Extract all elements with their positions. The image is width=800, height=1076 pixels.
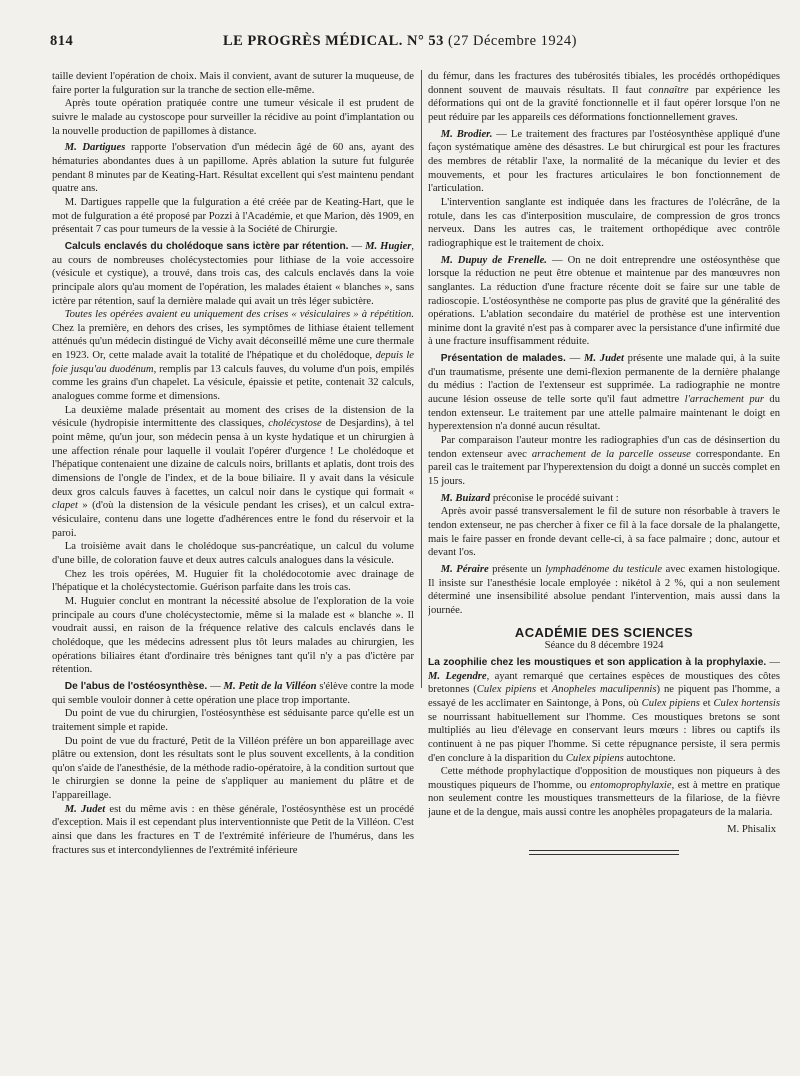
paragraph: Chez les trois opérées, M. Huguier fit la cholédocotomie avec drainage de l'hépatique et la cholécystectomie. Guérison parfaite dans les trois cas. xyxy=(52,568,414,594)
paragraph: De l'abus de l'ostéosynthèse. — M. Petit de la Villéon s'élève contre la mode qui semble vouloir donner à cette opération une place trop importante. xyxy=(52,680,414,706)
author-signature: M. Phisalix xyxy=(727,823,776,835)
journal-name: LE PROGRÈS MÉDICAL. xyxy=(222,33,403,49)
right-column xyxy=(428,70,780,1070)
column-divider xyxy=(421,70,422,688)
speaker-name: M. Péraire xyxy=(440,563,489,575)
left-column xyxy=(52,70,414,1070)
paragraph: La zoophilie chez les moustiques et son application à la prophylaxie. — M. Legendre, ayant remarqué que certaines espèces de moustiques des côtes bretonnes (Culex pipiens et Anopheles maculipennis) ne piquent pas l'homme, a essayé de les acclimater en Saintonge, à Pons, où Culex pipiens et Culex hortensis se nourrissant habituellement sur l'homme. Ces moustiques bretons se sont multipliés au lieu d'élevage en conservant leurs mœurs : libres ou captifs ils continuent à ne pas piquer l'homme. Si cette répugnance persiste, il sera permis d'en conclure à la disparition du Culex pipiens autochtone. xyxy=(428,656,780,764)
paragraph: Du point de vue du chirurgien, l'ostéosynthèse est séduisante parce qu'elle est un traitement simple et rapide. xyxy=(52,708,414,733)
paragraph: Toutes les opérées avaient eu uniquement des crises « vésiculaires » à répétition. Chez la première, en dehors des crises, les symptômes de lithiase étaient tellement atténués qu'un médecin distingué de Vichy avait déconseillé même une cure thermale en 1923. Or, cette malade avait la totalité de l'hépatique et du cholédoque, depuis le foie jusqu'au duodénum, remplis par 13 calculs fauves, du volume d'un pois, empilés comme les grains d'un chapelet. La vésicule, épaissie et petite, contenait 32 calculs, analogues comme forme et dimensions. xyxy=(52,309,414,403)
running-header xyxy=(50,33,750,55)
paragraph: Présentation de malades. — M. Judet présente une malade qui, à la suite d'un traumatisme, présente une demi-flexion permanente de la dernière phalange du médius : l'action de l'extenseur est supprimée. La radiographie ne montre aucune lésion osseuse de telle sorte qu'il faut admettre l'arrachement pur du tendon extenseur. Le traitement par une attelle palmaire maintenant le doigt en hyperextension n'a donné aucun résultat. xyxy=(428,353,780,433)
paragraph: du fémur, dans les fractures des tubérosités tibiales, les procédés orthopédiques donnent souvent de mauvais résultats. Il faut connaître par expérience les déformations qui ont de la gravité fonctionnelle et il faut opérer lorsque l'on ne peut réduire par les appareils ces déformations fonctionnellement graves. xyxy=(428,71,780,123)
paragraph: Calculs enclavés du cholédoque sans ictère par rétention. — M. Hugier, au cours de nombreuses cholécystectomies pour lithiase de la voie accessoire (vésicule et cystique), a trouvé, dans trois cas, des calculs enclavés dans la voie principale alors qu'au moment de l'opération, les malades étaient « blanches », sans ictère par rétention, sauf la dernière malade qui avait un très léger subictère. xyxy=(52,240,414,307)
speaker-name: M. Judet xyxy=(64,803,106,815)
paragraph: Après toute opération pratiquée contre une tumeur vésicale il est prudent de suivre le malade au cystoscope pour surveiller la récidive au point d'implantation ou la nouvelle production de papillomes à distance. xyxy=(52,98,414,137)
paragraph: M. Brodier. — Le traitement des fractures par l'ostéosynthèse appliqué d'une façon systématique amène des désastres. Le but chirurgical est pour les fractures des membres de rétablir l'axe, la normalité de la mécanique du levier et des mouvements, et pour les fractures articulaires le bon fonctionnement de l'articulation. xyxy=(428,128,780,195)
section-heading: De l'abus de l'ostéosynthèse. xyxy=(64,680,208,692)
paragraph: taille devient l'opération de choix. Mais il convient, avant de suturer la muqueuse, de faire porter la fulguration sur la tranche de section elle-même. xyxy=(52,71,414,96)
paragraph: L'intervention sanglante est indiquée dans les fractures de l'olécrâne, de la rotule, dans les cas d'interposition musculaire, de compression de gros troncs nerveux. Dans les autres cas, le traitement orthopédique avec contrôle radiographique est le traitement de choix. xyxy=(428,196,780,249)
section-title: ACADÉMIE DES SCIENCES xyxy=(514,624,694,640)
paragraph: M. Dupuy de Frenelle. — On ne doit entreprendre une ostéosynthèse que lorsque la réduction ne peut être obtenue et maintenue par des manœuvres non sanglantes. La réduction d'une fracture récente doit se faire sur une table de radioscopie. L'ostéosynthèse ne comporte pas plus de gravité que la généralité des opérations. L'ablation secondaire du matériel de prothèse est une intervention minime dont la gravité n'est pas à comparer avec la persistance d'une infirmité due à une fracture insuffisamment réduite. xyxy=(428,254,780,348)
speaker-name: M. Brodier. xyxy=(440,128,493,140)
paragraph: Cette méthode prophylactique d'opposition de moustiques non piqueurs à des moustiques piqueurs de l'homme, ou entomoprophylaxie, est à mettre en pratique non seulement contre les moustiques transmetteurs de la filariose, de la fièvre jaune et de la dengue, mais aussi contre les anophèles propagateurs de la malaria. xyxy=(428,766,780,819)
paragraph: M. Dartigues rappelle que la fulguration a été créée par de Keating-Hart, que le mot de fulguration a été proposé par Pozzi à l'Académie, et que Marion, dès 1909, en présentait 7 cas pour tumeurs de la vessie à la Société de Chirurgie. xyxy=(52,196,414,236)
speaker-name: M. Hugier xyxy=(365,240,412,252)
speaker-name: M. Dupuy de Frenelle. xyxy=(440,254,547,266)
speaker-name: M. Dartigues xyxy=(64,142,126,154)
speaker-name: M. Legendre xyxy=(428,670,487,682)
paragraph: M. Judet est du même avis : en thèse générale, l'ostéosynthèse est un procédé d'exception. Mais il est cependant plus interventionniste que Petit de la Villéon. C'est ainsi que dans les fractures en T de l'extrémité inférieure de l'humérus, dans les fractures sus et intercondyliennes de l'extrémité inférieure xyxy=(52,803,414,856)
issue-number: N° 53 xyxy=(407,33,444,49)
paragraph: Par comparaison l'auteur montre les radiographies d'un cas de désinsertion du tendon extenseur avec arrachement de la parcelle osseuse correspondante. En pareil cas le traitement par l'hyperextension du doigt a donné un succès complet en 15 jours. xyxy=(428,435,780,488)
speaker-name: M. Petit de la Villéon xyxy=(223,680,317,692)
paragraph: M. Péraire présente un lymphadénome du testicule avec examen histologique. Il insiste sur l'anesthésie locale employée : nikétol à 2 %, qui a non seulement déterminé une insensibilité absolue pendant l'intervention, mais aussi dans la journée. xyxy=(428,563,780,616)
paragraph: Après avoir passé transversalement le fil de suture non résorbable à travers le tendon extenseur, ne pas chercher à fixer ce fil à la face dorsale de la phalangette, mais le faire passer en fronde devant celle-ci, à sa face palmaire ; donc, autour et devant l'os. xyxy=(428,506,780,559)
paragraph: La deuxième malade présentait au moment des crises de la distension de la vésicule (hydropisie intermittente des classiques, cholécystose de Desjardins), à tel point même, qu'un jour, son médecin pensa à un kyste hydatique et un chirurgien à une affection rénale pour laquelle il voulait l'opérer d'urgence ! Le cholédoque et l'hépatique contenaient une dizaine de calculs noirs, brillants et aplatis, dont trois des dimensions de l'ongle de l'index, et de la boue biliaire. Il y avait dans la vésicule deux gros calculs fauves à facettes, un calcul noir dans le cystique qui formait « clapet » (d'où la distension de la vésicule pendant les crises), et un calcul extra-vésiculaire, contenu dans une logette d'adhérences entre le fond du réservoir et la paroi. xyxy=(52,404,414,539)
section-heading: La zoophilie chez les moustiques et son application à la prophylaxie. xyxy=(428,656,767,668)
paragraph: M. Dartigues rapporte l'observation d'un médecin âgé de 60 ans, ayant des hématuries abondantes dues à un papillome. Après ablation la suture fut fulgurée pendant 8 minutes par de Keating-Hart. Résultat excellent qui s'est maintenu pendant quatre ans. xyxy=(52,142,414,195)
paragraph: La troisième avait dans le cholédoque sus-pancréatique, un calcul du volume d'une bille, de coloration fauve et deux autres calculs analogues dans la vésicule. xyxy=(52,541,414,566)
speaker-name: M. Buizard xyxy=(440,492,491,504)
speaker-name: M. Judet xyxy=(583,353,624,365)
end-ornament-rule xyxy=(529,850,679,855)
section-heading: Présentation de malades. xyxy=(440,353,566,365)
page-number: 814 xyxy=(50,33,74,49)
session-date: Séance du 8 décembre 1924 xyxy=(544,640,664,652)
journal-title-line xyxy=(50,33,750,50)
paragraph: M. Buizard préconise le procédé suivant : xyxy=(440,492,619,504)
paragraph: M. Huguier conclut en montrant la nécessité absolue de l'exploration de la voie principale au cours d'une cholécystectomie, même si la malade est « blanche ». Il voudrait aussi, en raison de la fréquence relative des calculs enclavés dans le cholédoque, que les médecins adressent plus tôt leurs malades au chirurgien, les opérations biliaires étant d'ordinaire très bénignes tant qu'il n'y a pas d'ictère par rétention. xyxy=(52,595,414,676)
section-heading: Calculs enclavés du cholédoque sans ictère par rétention. xyxy=(64,240,349,252)
paragraph: Du point de vue du fracturé, Petit de la Villéon préfère un bon appareillage avec plâtre ou extension, dont les résultats sont le plus souvent excellents, à la condition qu'on s'aide de l'anesthésie, de la méthode radio-opératoire, à la condition surtout que le chirurgien se donne la peine de s'appliquer au maniement du plâtre et de l'appareillage. xyxy=(52,735,414,802)
issue-date: (27 Décembre 1924) xyxy=(448,33,578,49)
